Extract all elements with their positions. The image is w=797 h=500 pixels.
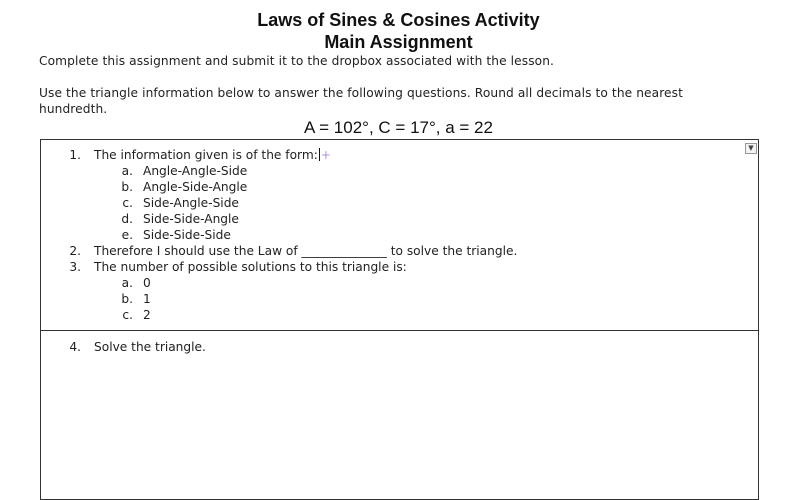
- item-number: 3.: [69, 260, 81, 274]
- chevron-down-icon[interactable]: ▼: [745, 143, 757, 154]
- instruction-text: hundredth.: [39, 102, 108, 116]
- answer-box-solve[interactable]: [40, 330, 759, 500]
- option-letter: b.: [121, 292, 133, 306]
- option-letter: e.: [121, 228, 133, 242]
- instruction-text: Use the triangle information below to answer the following questions. Round all decimals to the nearest: [39, 86, 683, 100]
- option-letter: d.: [121, 212, 133, 226]
- item-number: 2.: [69, 244, 81, 258]
- question-text[interactable]: Therefore I should use the Law of ______________ to solve the triangle.: [94, 244, 518, 258]
- option-text: Side-Side-Side: [143, 228, 231, 242]
- option-letter: c.: [122, 196, 133, 210]
- document-subtitle: Main Assignment: [324, 32, 473, 52]
- option-letter: a.: [121, 276, 133, 290]
- text-cursor: [319, 148, 320, 161]
- option-text: Angle-Angle-Side: [143, 164, 248, 178]
- question-text[interactable]: Solve the triangle.: [94, 340, 206, 354]
- question-text[interactable]: [94, 148, 331, 162]
- instruction-text: Complete this assignment and submit it to the dropbox associated with the lesson.: [39, 54, 555, 68]
- item-number: 4.: [69, 340, 81, 354]
- option-text: Side-Side-Angle: [143, 212, 239, 226]
- question-label: The information given is of the form:: [94, 148, 318, 162]
- option-text: 0: [143, 276, 151, 290]
- triangle-given-values: A = 102°, C = 17°, a = 22: [304, 118, 493, 137]
- document-title: Laws of Sines & Cosines Activity: [257, 10, 540, 30]
- option-text: 1: [143, 292, 151, 306]
- option-letter: c.: [122, 308, 133, 322]
- item-number: 1.: [69, 148, 81, 162]
- question-text[interactable]: The number of possible solutions to this triangle is:: [94, 260, 407, 274]
- answer-box-questions[interactable]: [40, 139, 759, 331]
- add-icon[interactable]: +: [320, 148, 331, 162]
- option-text: Side-Angle-Side: [143, 196, 239, 210]
- option-text: Angle-Side-Angle: [143, 180, 248, 194]
- option-letter: a.: [121, 164, 133, 178]
- option-text: 2: [143, 308, 151, 322]
- option-letter: b.: [121, 180, 133, 194]
